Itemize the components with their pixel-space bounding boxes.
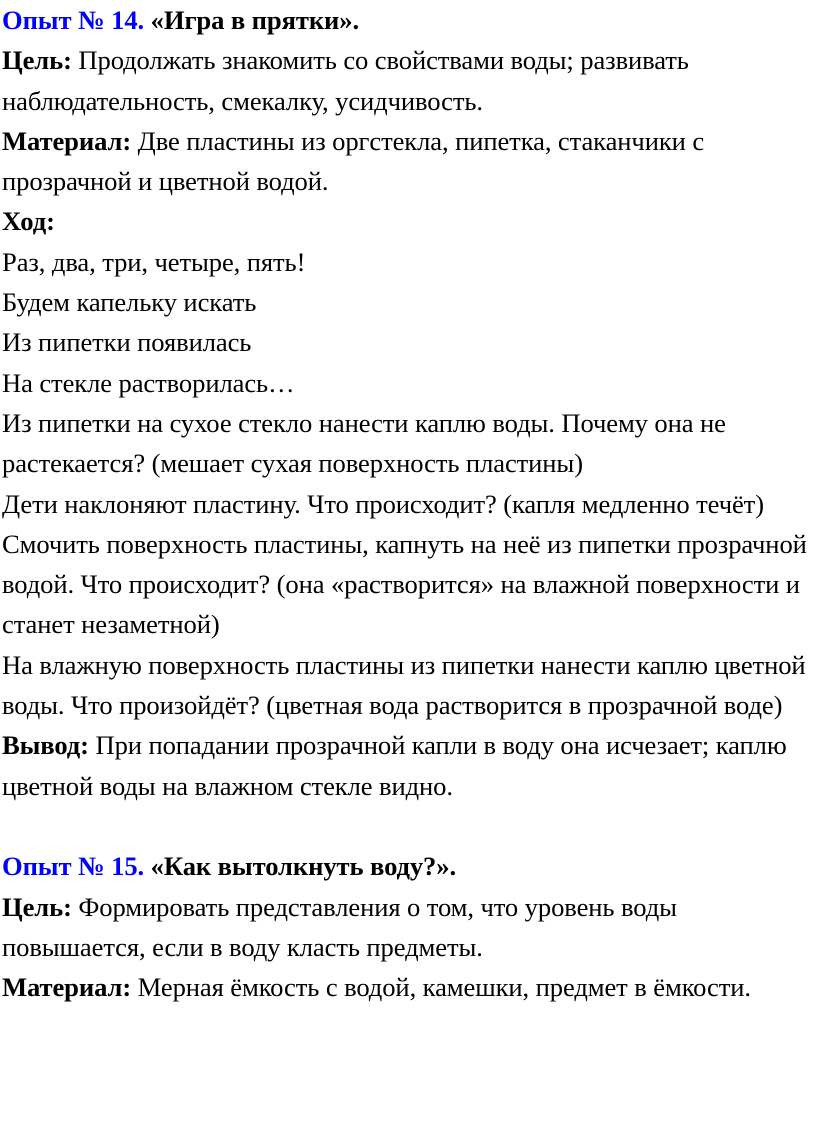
material-text: Мерная ёмкость с водой, камешки, предмет в ёмкости. — [137, 972, 751, 1003]
experiment-15-number: Опыт № 15. — [2, 851, 145, 882]
goal-label: Цель: — [2, 891, 72, 922]
experiment-14-goal — [2, 40, 810, 121]
experiment-14-title: «Игра в прятки». — [150, 5, 360, 35]
poem-line: Будем капельку искать — [2, 287, 257, 318]
process-step: На влажную поверхность пластины из пипетки нанести каплю цветной воды. Что произойдёт? (цветная вода растворится в прозрачной воде) — [2, 649, 806, 721]
material-label: Материал: — [2, 972, 132, 1003]
poem-line: На стекле растворилась… — [2, 367, 295, 398]
material-label: Материал: — [2, 125, 132, 156]
poem-line: Из пипетки появилась — [2, 327, 252, 358]
experiment-15-heading — [2, 846, 810, 886]
experiment-15-material — [2, 967, 810, 1007]
process-step: Смочить поверхность пластины, капнуть на неё из пипетки прозрачной водой. Что происходит? (она «растворится» на влажной поверхности и станет незаметной) — [2, 528, 807, 640]
experiment-14-number: Опыт № 14. — [2, 5, 145, 35]
goal-text: Продолжать знакомить со свойствами воды; развивать наблюдательность, смекалку, усидчивость. — [2, 45, 689, 116]
goal-label: Цель: — [2, 45, 72, 76]
process-label: Ход: — [2, 206, 55, 237]
experiment-14-material — [2, 121, 810, 202]
conclusion-text: При попадании прозрачной капли в воду она исчезает; каплю цветной воды на влажном стекле видно. — [2, 730, 787, 801]
section-gap — [2, 806, 810, 846]
goal-text: Формировать представления о том, что уровень воды повышается, если в воду класть предметы. — [2, 891, 677, 962]
process-step: Дети наклоняют пластину. Что происходит? (капля медленно течёт) — [2, 488, 764, 519]
experiment-14-conclusion — [2, 725, 810, 806]
process-step: Из пипетки на сухое стекло нанести каплю воды. Почему она не растекается? (мешает сухая поверхность пластины) — [2, 407, 726, 479]
poem-line: Раз, два, три, четыре, пять! — [2, 246, 306, 277]
experiment-15-title: «Как вытолкнуть воду?». — [150, 851, 456, 882]
conclusion-label: Вывод: — [2, 730, 89, 761]
material-text: Две пластины из оргстекла, пипетка, стаканчики с прозрачной и цветной водой. — [2, 125, 705, 197]
experiment-14-process — [2, 201, 810, 241]
experiment-15-goal — [2, 887, 810, 968]
experiment-14-heading — [2, 0, 810, 40]
